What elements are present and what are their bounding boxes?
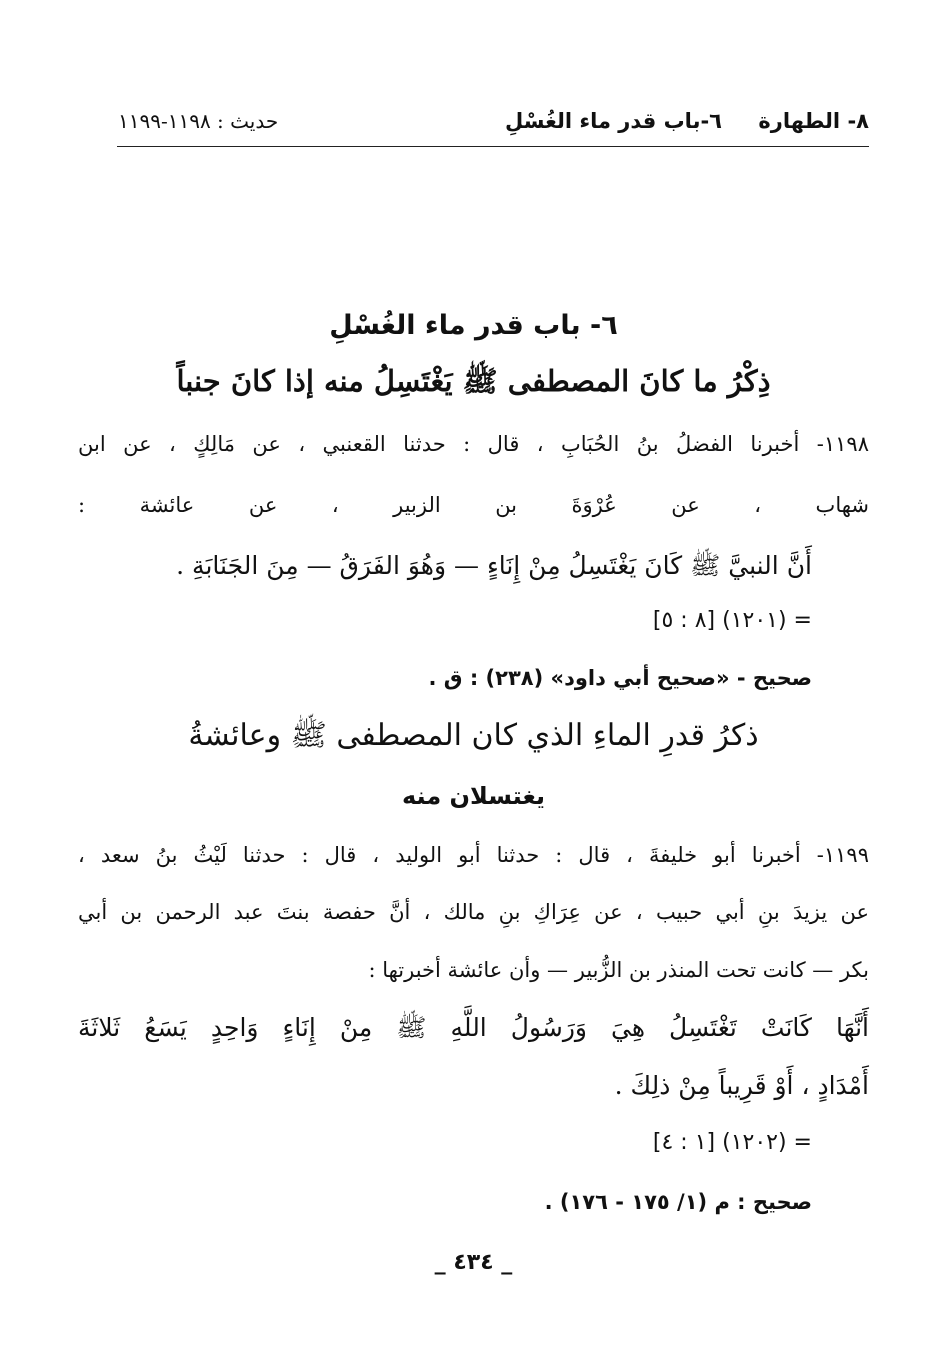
header-chapter: ٨- الطهارة (758, 109, 869, 133)
hadith-1199-isnad-line-3: بكر — كانت تحت المنذر بن الزُّبير — وأن عائشة أخبرتها : (368, 958, 869, 982)
subheading-2-line-2: يغتسلان منه (401, 782, 546, 810)
hadith-1199-matn-line-1: أَنَّهَا كَانَتْ تَغْتَسِلُ هِيَ وَرَسُولُ اللَّهِ ﷺ مِنْ إِنَاءٍ وَاحِدٍ يَسَعُ ثَلاثَةَ (78, 1013, 869, 1042)
subheading-2-line-1: ذكرُ قدرِ الماءِ الذي كان المصطفى ﷺ وعائشةُ (188, 718, 759, 753)
hadith-1199-ref: = (١٢٠٢) [١ : ٤] (652, 1130, 812, 1155)
chapter-title: ٦- باب قدر ماء الغُسْلِ (329, 310, 618, 341)
hadith-1198-matn: أَنَّ النبيَّ ﷺ كَانَ يَغْتَسِلُ مِنْ إِنَاءٍ — وَهُوَ الفَرَقُ — مِنَ الجَنَابَةِ . (176, 551, 812, 580)
hadith-1198-isnad-line-2: شهاب ، عن عُرْوَةَ بن الزبير ، عن عائشة : (78, 493, 869, 517)
subheading-1: ذِكْرُ ما كانَ المصطفى ﷺ يَغْتَسِلُ منه إذا كانَ جنباً (176, 364, 771, 398)
header-rule (117, 146, 869, 147)
hadith-1199-matn-line-2: أَمْدَادٍ ، أَوْ قَرِيباً مِنْ ذلِكَ . (614, 1071, 869, 1100)
hadith-1198-grade: صحيح - «صحيح أبي داود» (٢٣٨) : ق . (428, 666, 812, 690)
header-section: ٦-باب قدر ماء الغُسْلِ (505, 109, 722, 133)
hadith-1198-ref: = (١٢٠١) [٨ : ٥] (652, 608, 812, 633)
hadith-1199-isnad-line-1: ١١٩٩- أخبرنا أبو خليفةَ ، قال : حدثنا أبو الوليد ، قال : حدثنا لَيْثُ بنُ سعد ، (78, 843, 869, 867)
header-hadith-range: حديث : ١١٩٨-١١٩٩ (118, 109, 279, 133)
hadith-1198-isnad-line-1: ١١٩٨- أخبرنا الفضلُ بنُ الحُبَابِ ، قال : حدثنا القعنبي ، عن مَالِكٍ ، عن ابن (78, 432, 869, 456)
hadith-1199-isnad-line-2: عن يزيدَ بنِ أبي حبيب ، عن عِرَاكِ بنِ مالك ، أنَّ حفصة بنتَ عبد الرحمن بن أبي (78, 900, 869, 924)
hadith-1199-grade: صحيح : م (١/ ١٧٥ - ١٧٦) . (544, 1190, 812, 1214)
